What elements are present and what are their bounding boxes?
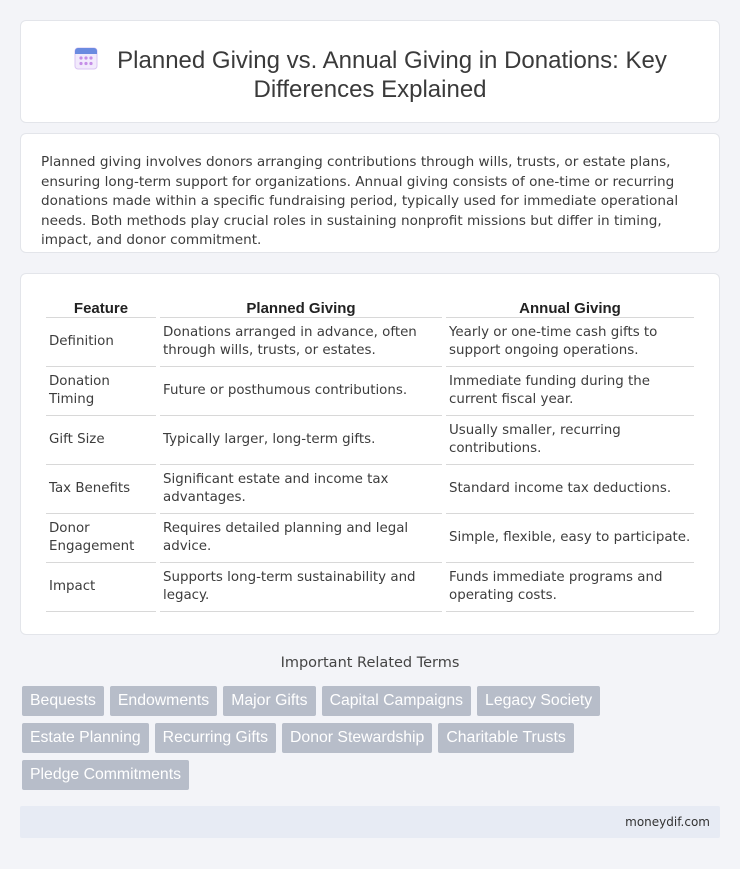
table-row — [46, 563, 694, 612]
row-feature: Donor Engagement — [46, 514, 156, 563]
tag-endowments[interactable]: Endowments — [110, 686, 217, 716]
row-feature: Impact — [46, 563, 156, 612]
title-card — [20, 20, 720, 123]
row-annual: Usually smaller, recurring contributions. — [446, 416, 694, 465]
tag-capital-campaigns[interactable]: Capital Campaigns — [322, 686, 471, 716]
footer — [20, 806, 720, 838]
calendar-icon — [73, 45, 99, 71]
comparison-card — [20, 273, 720, 635]
page-title — [51, 45, 689, 104]
row-annual: Simple, flexible, easy to participate. — [446, 514, 694, 563]
table-row — [46, 367, 694, 416]
row-planned: Donations arranged in advance, often through wills, trusts, or estates. — [160, 318, 442, 367]
comparison-table — [42, 296, 698, 612]
tag-recurring-gifts[interactable]: Recurring Gifts — [155, 723, 276, 753]
row-planned: Typically larger, long-term gifts. — [160, 416, 442, 465]
header-planned-giving: Planned Giving — [160, 296, 442, 318]
tag-major-gifts[interactable]: Major Gifts — [223, 686, 315, 716]
footer-site-link[interactable]: moneydif.com — [625, 815, 710, 829]
tag-charitable-trusts[interactable]: Charitable Trusts — [438, 723, 573, 753]
row-planned: Supports long-term sustainability and legacy. — [160, 563, 442, 612]
row-planned: Requires detailed planning and legal advice. — [160, 514, 442, 563]
tag-legacy-society[interactable]: Legacy Society — [477, 686, 600, 716]
header-annual-giving: Annual Giving — [446, 296, 694, 318]
intro-card — [20, 133, 720, 253]
row-feature: Tax Benefits — [46, 465, 156, 514]
table-row — [46, 514, 694, 563]
table-header-row — [46, 296, 694, 318]
table-row — [46, 465, 694, 514]
row-annual: Standard income tax deductions. — [446, 465, 694, 514]
row-annual: Funds immediate programs and operating costs. — [446, 563, 694, 612]
tag-estate-planning[interactable]: Estate Planning — [22, 723, 149, 753]
tag-pledge-commitments[interactable]: Pledge Commitments — [22, 760, 189, 790]
row-feature: Donation Timing — [46, 367, 156, 416]
table-row — [46, 416, 694, 465]
related-terms-tags — [22, 686, 622, 790]
tag-bequests[interactable]: Bequests — [22, 686, 104, 716]
row-feature: Gift Size — [46, 416, 156, 465]
intro-paragraph: Planned giving involves donors arranging contributions through wills, trusts, or estate plans, ensuring long-term support for organizations. Annual giving consists of one-time or recurring donations made within a specific fundraising period, typically used for immediate operational needs. Both methods play crucial roles in sustaining nonprofit missions but differ in timing, impact, and donor commitment. — [41, 154, 679, 248]
header-feature: Feature — [46, 296, 156, 318]
row-planned: Significant estate and income tax advantages. — [160, 465, 442, 514]
table-row — [46, 318, 694, 367]
row-feature: Definition — [46, 318, 156, 367]
row-annual: Immediate funding during the current fiscal year. — [446, 367, 694, 416]
tag-donor-stewardship[interactable]: Donor Stewardship — [282, 723, 432, 753]
row-planned: Future or posthumous contributions. — [160, 367, 442, 416]
row-annual: Yearly or one-time cash gifts to support ongoing operations. — [446, 318, 694, 367]
related-terms-title: Important Related Terms — [280, 655, 460, 671]
page-title-text: Planned Giving vs. Annual Giving in Donations: Key Differences Explained — [117, 47, 667, 103]
